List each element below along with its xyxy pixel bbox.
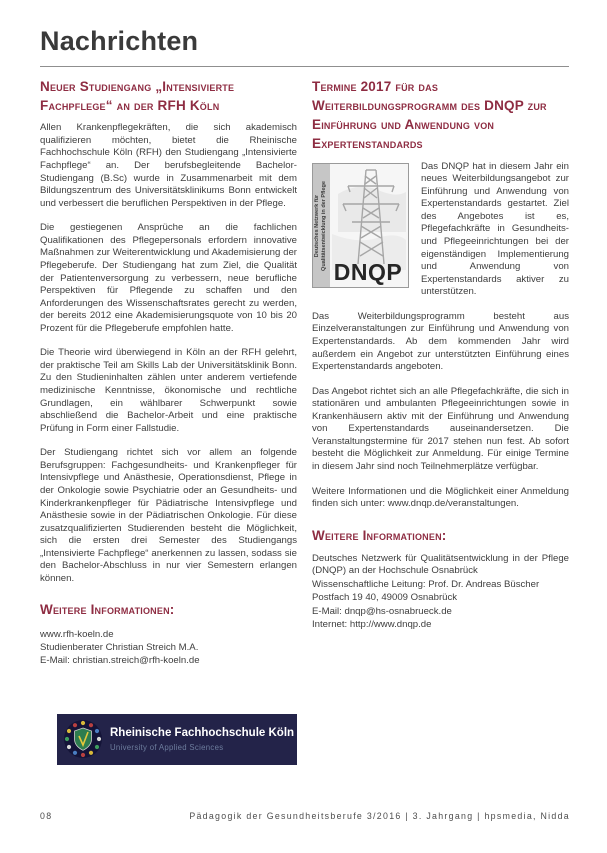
website-line: Internet: http://www.dnqp.de	[312, 619, 432, 631]
rfh-logo-text	[110, 727, 294, 752]
dnqp-logo-main	[330, 164, 408, 287]
paragraph: Der Studiengang richtet sich vor allem an folgende Berufsgruppen: Fachgesundheits- und Krankenpfleger für Intensivpflege und Anästhesie, Operationsdienst, Pflege in der Onkologie sowie Psychiatrie oder an Gesundheits- und Kinderkrankenpfleger für Pädiatrische Intensivpflege und Anästhesie sowie in der Pädiatrischen Onkologie. Für diese zusatzqualifizierten Studierenden besteht die Möglichkeit, sich die ersten drei Semester des Studiengangs „Intensivierte Fachpflege“ anerkennen zu lassen, sodass sie den Bachelor-Abschluss in nur vier Semestern erlangen können.	[40, 447, 297, 584]
article-heading-right: Termine 2017 für das Weiterbildungsprogramm des DNQP zur Einführung und Anwendung von Expertenstandards	[312, 79, 547, 152]
paragraph: Allen Krankenpflegekräften, die sich akademisch qualifizieren möchten, bietet die Rheinische Fachhochschule Köln (RFH) den Studiengang „Intensivierte Fachpflege“ an. Der berufsbegleitende Bachelor-Studiengang (B.Sc) wurde in Zusammenarbeit mit dem Bildungszentrum des Universitätsklinikums Bonn entwickelt und verbessert die beruflichen Perspektiven in der Pflege.	[40, 122, 297, 209]
dnqp-logo-paragraph-row	[312, 161, 569, 299]
dnqp-logo	[312, 163, 409, 288]
article-heading-left: Neuer Studiengang „Intensivierte Fachpflege“ an der RFH Köln	[40, 79, 235, 114]
rfh-crest-icon	[63, 719, 103, 759]
right-column-article	[312, 77, 569, 765]
page-footer	[40, 811, 570, 821]
paragraph: Die gestiegenen Ansprüche an die fachlichen Qualifikationen des Pflegepersonals erfordern innovative Maßnahmen zur Weiterentwicklung und Akademisierung der Pflegeberufe. Der Studiengang hat zum Ziel, die Qualität der Patientenversorgung zu verbessern, neue berufliche Perspektiven für Pflegende zu schaffen und den Anforderungen des Wissenschaftsrates gerecht zu werden, der bereits 2012 eine Akademisierungsquote von 10 bis 20 Prozent für die Pflegeberufe empfohlen hatte.	[40, 222, 297, 334]
dnqp-logo-acronym: DNQP	[333, 258, 403, 285]
rfh-logo-name: Rheinische Fachhochschule Köln	[110, 726, 295, 739]
paragraph: Das Angebot richtet sich an alle Pflegefachkräfte, die sich in stationären und ambulanten Pflegeeinrichtungen sowie in Krankenhäusern aktiv mit der Einführung und Anwendung von Expertenstandards auseinandersetzen. Die Veranstaltungstermine für 2017 stehen nun fest. Ab sofort besteht die Möglichkeit zur Anmeldung. Für einige Termine in diesem Jahr sind noch Teilnehmerplätze verfügbar.	[312, 385, 569, 472]
email-line: E-Mail: dnqp@hs-osnabrueck.de	[312, 605, 452, 617]
journal-imprint: Pädagogik der Gesundheitsberufe 3/2016 | 3. Jahrgang | hpsmedia, Nidda	[189, 811, 570, 821]
info-heading-left: Weitere Informationen:	[40, 602, 175, 618]
address-line: Postfach 19 40, 49009 Osnabrück	[312, 592, 458, 604]
dnqp-logo-side-strip	[313, 164, 330, 287]
page-number: 08	[40, 811, 53, 821]
paragraph: Das DNQP hat in diesem Jahr ein neues Weiterbildungsangebot zur Einführung und Anwendung von Expertenstandards gestartet. Ziel des Angebotes ist es, Pflegefachkräfte in Gesundheits- und Pflegeeinrichtungen bei der eigenständigen Implementierung und Anwendung von Expertenstandards aktiver zu unterstützen.	[421, 160, 569, 298]
info-heading-right: Weitere Informationen:	[312, 527, 447, 543]
contact-person-line: Studienberater Christian Streich M.A.	[40, 642, 199, 654]
organization-line: Deutsches Netzwerk für Qualitätsentwicklung in der Pflege (DNQP) an der Hochschule Osnabrück	[312, 552, 569, 577]
website-line: www.rfh-koeln.de	[40, 628, 114, 640]
contact-block-right	[312, 553, 569, 632]
paragraph: Das Weiterbildungsprogramm besteht aus Einzelveranstaltungen zur Einführung und Anwendung von Expertenstandards. Ab dem kommenden Jahr wird außerdem ein Angebot zur unterstützten Einführung eines Expertenstandards angeboten.	[312, 310, 569, 373]
dnqp-logo-side-text: Deutsches Netzwerk für Qualitätsentwicklung in der Pflege	[314, 180, 327, 271]
leadership-line: Wissenschaftliche Leitung: Prof. Dr. Andreas Büscher	[312, 578, 540, 590]
rfh-logo-subtitle: University of Applied Sciences	[110, 742, 224, 752]
page-content	[40, 26, 569, 765]
two-column-layout	[40, 77, 569, 765]
page-title: Nachrichten	[40, 26, 199, 56]
left-column-article	[40, 77, 297, 765]
email-line: E-Mail: christian.streich@rfh-koeln.de	[40, 655, 200, 667]
paragraph: Die Theorie wird überwiegend in Köln an der RFH gelehrt, der praktische Teil am Skills Lab der Universitätsklinik Bonn. Zu den Studieninhalten zählen unter anderem vertiefende medizinische Kenntnisse, ökonomische und rechtliche Grundlagen, ein wählbarer Schwerpunkt sowie abschließend die Bachelor-Arbeit und eine praktische Prüfung in Form einer Fallstudie.	[40, 347, 297, 434]
contact-block-left	[40, 628, 297, 668]
rfh-koeln-logo	[57, 714, 297, 765]
title-divider	[40, 66, 569, 67]
paragraph: Weitere Informationen und die Möglichkeit einer Anmeldung finden sich unter: www.dnqp.de/veranstaltungen.	[312, 485, 569, 510]
